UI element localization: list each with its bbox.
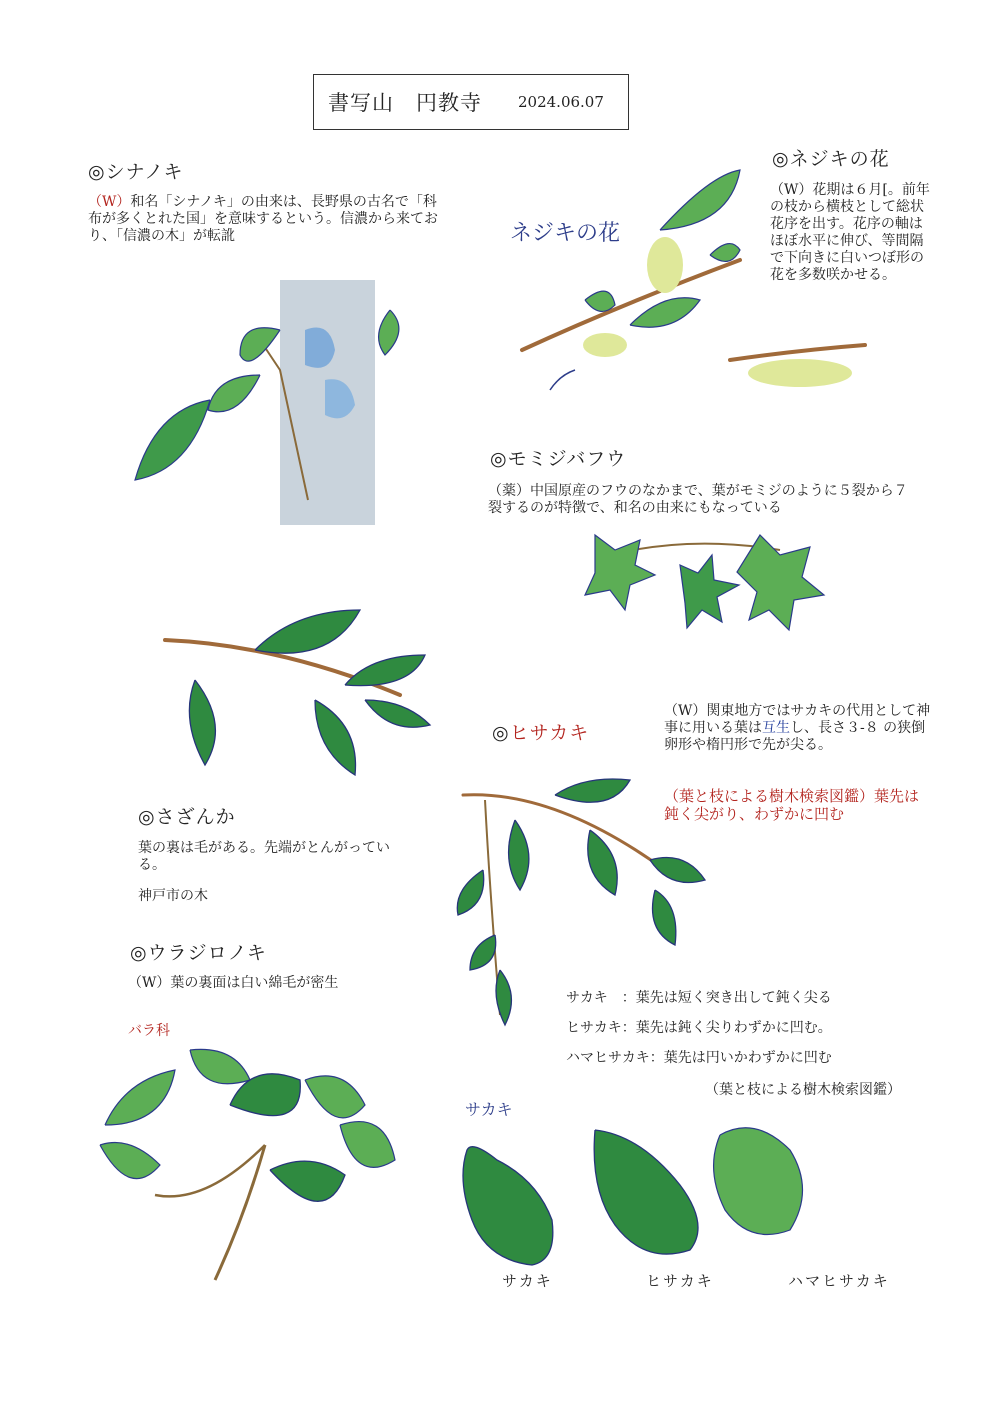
- compare-row-3: ハマヒサカキ：葉先は円いかわずかに凹む: [566, 1050, 832, 1066]
- urajiro-illustration: [95, 1045, 410, 1285]
- compare-row-2: ヒサカキ：葉先は鈍く尖りわずかに凹む。: [566, 1020, 832, 1036]
- urajiro-heading: ◎ウラジロノキ: [130, 942, 267, 964]
- sazanka-leaf: [345, 655, 425, 686]
- sakaki-leaf: [463, 1147, 553, 1265]
- shinanoki-tag: （W）: [88, 194, 131, 210]
- page-date: 2024.06.07: [518, 93, 604, 111]
- compare-row-1: サカキ ：葉先は短く突き出して鈍く尖る: [566, 990, 832, 1006]
- hamahisakaki-leaf: [714, 1128, 803, 1235]
- nejiki-leaf: [585, 291, 615, 311]
- caption-hisakaki: ヒサカキ: [646, 1272, 714, 1290]
- nejiki-branch: [730, 345, 865, 360]
- hisakaki-title: ヒサカキ: [509, 722, 590, 744]
- sazanka-leaf: [255, 610, 360, 653]
- urajiro-branch: [155, 1145, 265, 1196]
- hisakaki-red-text: （葉と枝による樹木検索図鑑）葉先は鈍く尖がり、わずかに凹む: [664, 787, 920, 823]
- nejiki-flower-cluster: [748, 359, 852, 387]
- title-box: [313, 74, 629, 130]
- hisakaki-illustration: [455, 775, 720, 1030]
- hisakaki-leaf: [457, 870, 483, 915]
- hisakaki-branch: [463, 795, 665, 870]
- hisakaki-leaf: [496, 970, 511, 1025]
- sazanka-leaf: [365, 700, 430, 727]
- urajiro-leaf: [270, 1161, 345, 1201]
- nejiki-leaf: [710, 244, 740, 262]
- sazanka-text: 葉の裏は毛がある。先端がとんがっている。: [138, 840, 390, 873]
- nejiki-leaf: [660, 170, 740, 230]
- momiji-illustration: [570, 525, 830, 680]
- hisakaki-text-c: し、長さ３-８ の狭倒卵形や楕円形で先が尖る。: [664, 720, 926, 753]
- page-title: 書写山 円教寺: [328, 91, 482, 115]
- hisakaki-mark: ◎: [492, 722, 510, 744]
- nejiki-flower-cluster: [647, 237, 683, 293]
- shinanoki-leaf: [135, 400, 210, 480]
- hisakaki-text-b: 互生: [762, 720, 790, 736]
- nejiki-branch: [522, 260, 740, 350]
- hisakaki-leaf: [509, 820, 529, 890]
- urajiro-branch: [215, 1145, 265, 1280]
- momiji-heading: ◎モミジバフウ: [490, 448, 627, 470]
- hisakaki-text: [664, 703, 932, 754]
- momiji-leaf: [680, 555, 739, 628]
- urajiro-leaf: [105, 1070, 175, 1125]
- hisakaki-leaf: [555, 779, 630, 802]
- momiji-leaf: [737, 535, 824, 630]
- shinanoki-description: 和名「シナノキ」の由来は、長野県の古名で「科布が多くとれた国」を意味するという。信濃から来ており、「信濃の木」が転訛: [88, 194, 438, 244]
- urajiro-text: （W）葉の裏面は白い綿毛が密生: [128, 975, 339, 991]
- compare-sketch-label: サカキ: [465, 1100, 513, 1119]
- nejiki-sketch-label: ネジキの花: [510, 221, 621, 246]
- urajiro-leaf: [190, 1049, 250, 1083]
- urajiro-leaf: [305, 1076, 365, 1118]
- compare-source: （葉と枝による樹木検索図鑑）: [705, 1082, 901, 1098]
- sazanka-heading: ◎さざんか: [138, 806, 236, 828]
- hisakaki-leaf: [470, 935, 496, 970]
- compare-illustration: [455, 1095, 845, 1270]
- nejiki-flower-cluster: [583, 333, 627, 357]
- urajiro-leaf: [100, 1143, 160, 1179]
- nejiki-leaf: [630, 298, 700, 327]
- sazanka-leaf: [315, 700, 356, 775]
- shinanoki-leaf: [208, 375, 260, 412]
- urajiro-family: バラ科: [128, 1023, 170, 1039]
- nejiki-illustration: [500, 165, 870, 415]
- momiji-text: （薬）中国原産のフウのなかまで、葉がモミジのように５裂から７裂するのが特徴で、和名の由来にもなっている: [488, 483, 908, 516]
- caption-hamahisakaki: ハマヒサカキ: [788, 1272, 890, 1290]
- shinanoki-leaf: [240, 328, 280, 361]
- shinanoki-illustration: [130, 270, 430, 530]
- urajiro-leaf: [340, 1122, 395, 1168]
- shinanoki-heading: ◎シナノキ: [88, 161, 184, 183]
- shinanoki-leaf: [379, 310, 399, 355]
- sazanka-illustration: [160, 605, 440, 780]
- sazanka-leaf: [189, 680, 215, 765]
- hisakaki-leaf: [653, 890, 676, 945]
- sazanka-note: 神戸市の木: [138, 888, 208, 904]
- nejiki-text: （W）花期は６月[。前年の枝から横枝として総状花序を出す。花序の軸はほぼ水平に伸び、等間隔で下向きに白いつぼ形の花を多数咲かせる。: [770, 182, 930, 283]
- hisakaki-leaf: [650, 858, 705, 883]
- nejiki-arrow-icon: [550, 370, 575, 390]
- shinanoki-text: [88, 194, 440, 245]
- hisakaki-text-a: （W）関東地方ではサカキの代用として神事に用いる葉は: [664, 703, 931, 736]
- nejiki-heading: ◎ネジキの花: [772, 148, 890, 170]
- momiji-leaf: [585, 535, 655, 610]
- hisakaki-leaf: [588, 830, 617, 895]
- hisakaki-leaf-detail: [594, 1130, 698, 1254]
- hisakaki-heading: [492, 718, 589, 745]
- caption-sakaki: サカキ: [502, 1272, 553, 1290]
